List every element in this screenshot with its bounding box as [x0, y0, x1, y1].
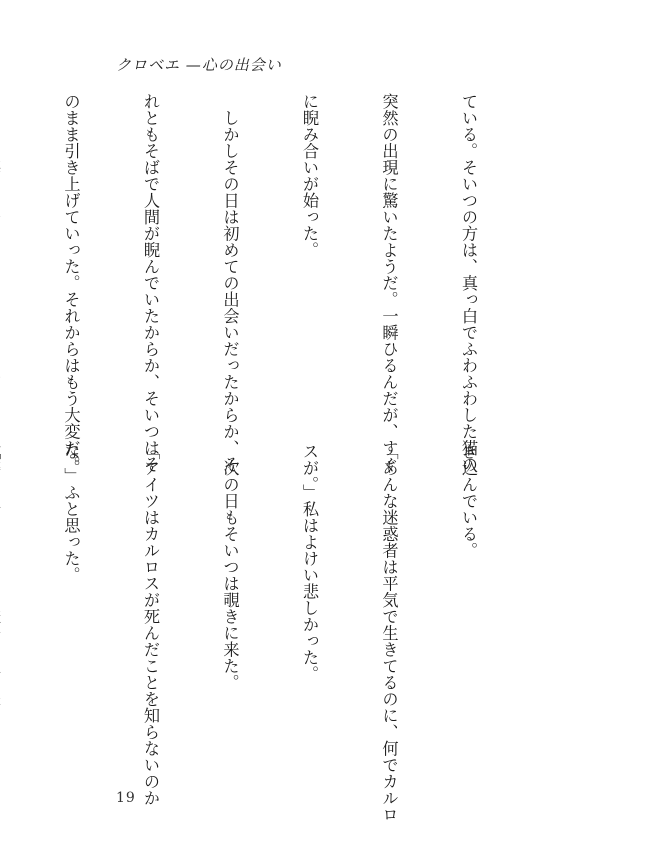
text-line: 次の日もそいつは覗きに来た。 [220, 443, 240, 691]
text-line: き込んでいる。 [459, 443, 478, 559]
text-line: スが。」私はよけい悲しかった。 [300, 443, 319, 683]
running-header: クロベエ —心の出会い [116, 56, 282, 74]
text-line: 「あんな迷惑者は平気で生きてるのに、何でカルロ [379, 443, 399, 823]
text-block-upper [0, 93, 534, 473]
text-line [0, 93, 4, 438]
text-line: 「アイツはカルロスが死んだことを知らないのか [141, 443, 160, 806]
text-line: に睨み合いが始った。 [300, 93, 319, 258]
text-line [0, 443, 4, 788]
text-line: な。」ふと思った。 [61, 443, 81, 584]
text-line: れともそばで人間が睨んでいたからか、そいつはそ [141, 93, 160, 473]
text-line: ている。そいつの方は、真っ白でふわふわした猫の [459, 93, 478, 473]
page-number: 19 [116, 790, 136, 806]
text-line: 突然の出現に驚いたようだ。一瞬ひるんだが、すぐ [379, 93, 399, 473]
text-line: しかしその日は初めての出会いだったからか、そ [220, 93, 240, 473]
text-line: のまま引き上げていった。それからはもう大変だ。 [61, 93, 81, 473]
